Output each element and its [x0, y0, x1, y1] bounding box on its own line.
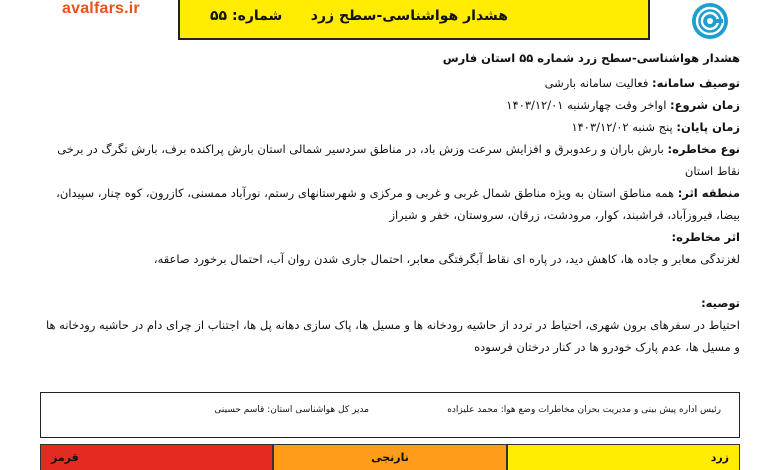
system-value: فعالیت سامانه بارشی [544, 76, 652, 90]
level-red: قرمز [40, 444, 273, 470]
hazard-label: نوع مخاطره: [667, 142, 740, 156]
meteorology-logo-icon [688, 2, 732, 40]
system-description [40, 72, 740, 94]
system-label: توصیف سامانه: [652, 76, 740, 90]
level-orange: نارنجی [273, 444, 506, 470]
warning-levels [40, 444, 740, 470]
advice-label: توصیه: [701, 296, 740, 310]
end-time [40, 116, 740, 138]
area-label: منطقه اثر: [677, 186, 740, 200]
advice-value: احتیاط در سفرهای برون شهری، احتیاط در تردد از حاشیه رودخانه ها و مسیل ها، پاک سازی دهانه پل ها، اجتناب از چرای دام در حاشیه رودخانه ها و مسیل ها، عدم پارک خودرو ها در کنار درختان فرسوده [45, 318, 740, 354]
band-title: هشدار هواشناسی-سطح زرد [310, 8, 508, 24]
start-label: زمان شروع: [670, 98, 740, 112]
start-value: اواخر وقت چهارشنبه ۱۴۰۳/۱۲/۰۱ [506, 98, 671, 112]
site-watermark: avalfars.ir [62, 0, 140, 17]
crisis-head-signature: رئیس اداره پیش بینی و مدیریت بحران مخاطرات وضع هوا: محمد علیزاده [447, 405, 721, 415]
effect-value: لغزندگی معابر و جاده ها، کاهش دید، در پاره ای نقاط آبگرفتگی معابر، احتمال جاری شدن روان آب، احتمال برخورد صاعقه، [153, 252, 740, 266]
effect-label: اثر مخاطره: [671, 230, 740, 244]
warning-number: شماره: ۵۵ [210, 8, 283, 24]
level-yellow: زرد [507, 444, 740, 470]
end-label: زمان پایان: [676, 120, 740, 134]
document-body [40, 44, 740, 358]
area-value: همه مناطق استان به ویژه مناطق شمال غربی و غربی و مرکزی و شهرستانهای رستم، نورآباد ممسنی، کازرون، کوه چنار، سپیدان، بیضا، فیروزآباد، فراشبند، کوار، مرودشت، زرقان، سروستان، خفر و شیراز [56, 186, 740, 222]
start-time [40, 94, 740, 116]
end-value: پنج شنبه ۱۴۰۳/۱۲/۰۲ [571, 120, 677, 134]
signature-box [40, 392, 740, 438]
document-title: هشدار هواشناسی-سطح زرد شماره ۵۵ استان فارس [442, 51, 740, 65]
header [0, 0, 780, 42]
affected-area [40, 182, 740, 226]
warning-title-band [178, 0, 650, 40]
director-signature: مدیر کل هواشناسی استان: قاسم حسینی [214, 405, 369, 415]
hazard-value: بارش باران و رعدوبرق و افزایش سرعت وزش باد، در مناطق سردسیر شمالی استان بارش پراکنده برف، بارش تگرگ در برخی نقاط استان [57, 142, 740, 178]
hazard-type [40, 138, 740, 182]
